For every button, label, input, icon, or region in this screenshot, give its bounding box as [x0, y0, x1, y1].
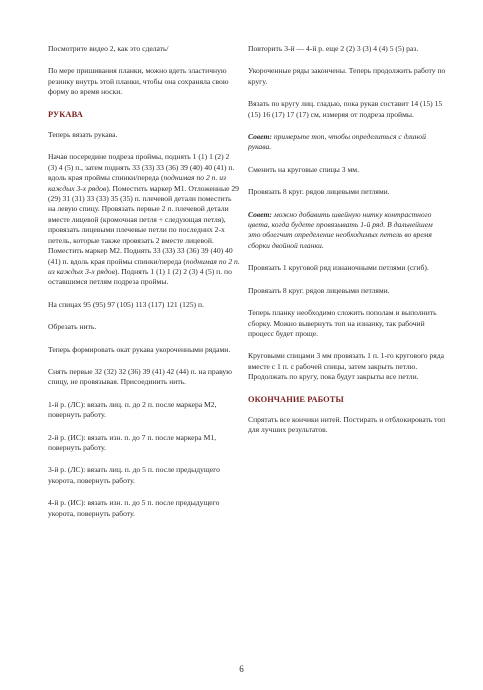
paragraph: 1-й р. (ЛС): вязать лиц. п. до 2 п. после маркера М2, повернуть работу.: [48, 399, 217, 420]
italic-note: поднимая по 2 п. из каждых 3-х рядов: [48, 256, 240, 276]
paragraph: [48, 152, 240, 287]
paragraph: 2-й р. (ИС): вязать изн. п. до 7 п. после маркера М1, повернуть работу.: [48, 432, 217, 452]
paragraph: Теперь формировать окат рукава укороченными рядами.: [48, 344, 231, 354]
paragraph: Теперь планку необходимо сложить пополам и выполнить сборку. Можно вывернуть топ на изнанку, так рабочий процесс будет проще.: [248, 308, 437, 338]
paragraph: Посмотрите видео 2, как это сделать/: [48, 44, 169, 53]
text-run: ). Поднять 1 (1) 1 (2) 2 (3) 4 (5) п. по оставшимся петлям подреза проймы.: [48, 266, 232, 287]
paragraph: Теперь вязать рукава.: [48, 130, 118, 140]
tip-paragraph: [248, 132, 446, 153]
paragraph: Провязать 1 круговой ряд изнаночными петлями (сгиб).: [248, 263, 429, 273]
paragraph: Спрятать все кончики нитей. Постирать и отблокировать топ для лучших результатов.: [248, 414, 446, 435]
paragraph: Круговыми спицами 3 мм провязать 1 п. 1-го кругового ряда вместе с 1 п. с рабочей спицы, затем закрыть петлю. Продолжать по кругу, пока будут закрыты все петли.: [248, 351, 445, 382]
right-column: [248, 44, 446, 448]
italic-note: поднимая по 2 п. из каждых 3-х рядов: [48, 173, 226, 193]
paragraph: 3-й р. (ЛС): вязать лиц. п. до 5 п. после предыдущего укорота, повернуть работу.: [48, 465, 220, 485]
tip-text: можно добавить швейную нитку контрастного цвета, когда будете провязывать 1-й ряд. В дальнейшем это облегчит определение необходимых петель во время сборки двойной планки.: [248, 209, 433, 250]
tip-text: примерьте топ, чтобы определиться с длиной рукава.: [248, 132, 426, 152]
paragraph: Вязать по кругу лиц. гладью, пока рукав составит 14 (15) 15 (15) 16 (17) 17 (17) см, измеряя от подреза проймы.: [248, 99, 443, 119]
section-heading-sleeves: РУКАВА: [48, 109, 83, 119]
paragraph: Снять первые 32 (32) 32 (36) 39 (41) 42 (44) п. на правую спицу, не провязывая. Присоединить нить.: [48, 366, 232, 387]
section-heading-finish: ОКОНЧАНИЕ РАБОТЫ: [248, 394, 344, 404]
paragraph: Укороченные ряды закончены. Теперь продолжить работу по кругу.: [248, 66, 446, 86]
paragraph: Провязать 8 круг. рядов лицевыми петлями.: [248, 285, 390, 295]
tip-label: Совет:: [248, 209, 272, 219]
left-column: [48, 44, 240, 531]
paragraph: 4-й р. (ИС): вязать изн. п. до 5 п. после предыдущего укорота, повернуть работу.: [48, 498, 220, 518]
text-run: ). Поместить маркер М1. Отложенные 29 (29) 31 (31) 33 (33) 35 (35) п. плечевой детали поместить на левую спицу. Провязать первые 2 п. плечевой детали вместе лицевой (кромочная петля + следующая петля), провязать лицевыми плечевые петли по последних 2-х петель, которые также провязать 2 вместе лицевой. Поместить маркер М2. Поднять 33 (33) 33 (36) 39 (40) 40 (41) п. вдоль края проймы спинки/переда (: [48, 183, 239, 266]
text-run: Начав посередине подреза проймы, поднять 1 (1) 1 (2) 2 (3) 4 (5) п., затем поднять 33 (33) 33 (36) 39 (40) 40 (41) п. вдоль края проймы спинки/переда (: [48, 152, 235, 183]
tip-paragraph: [248, 210, 446, 252]
paragraph: Повторить 3-й — 4-й р. еще 2 (2) 3 (3) 4 (4) 5 (5) раз.: [248, 44, 419, 53]
paragraph: По мере пришивания планки, можно вдеть эластичную резинку внутрь этой планки, чтобы она сохраняла свою форму во время носки.: [48, 66, 229, 97]
tip-label: Совет:: [248, 132, 272, 142]
paragraph: На спицах 95 (95) 97 (105) 113 (117) 121 (125) п.: [48, 299, 204, 309]
paragraph: Сменить на круговые спицы 3 мм.: [248, 164, 360, 174]
page-number: 6: [239, 664, 244, 674]
paragraph: Обрезать нить.: [48, 322, 97, 332]
paragraph: Провязать 8 круг. рядов лицевыми петлями.: [248, 187, 390, 197]
